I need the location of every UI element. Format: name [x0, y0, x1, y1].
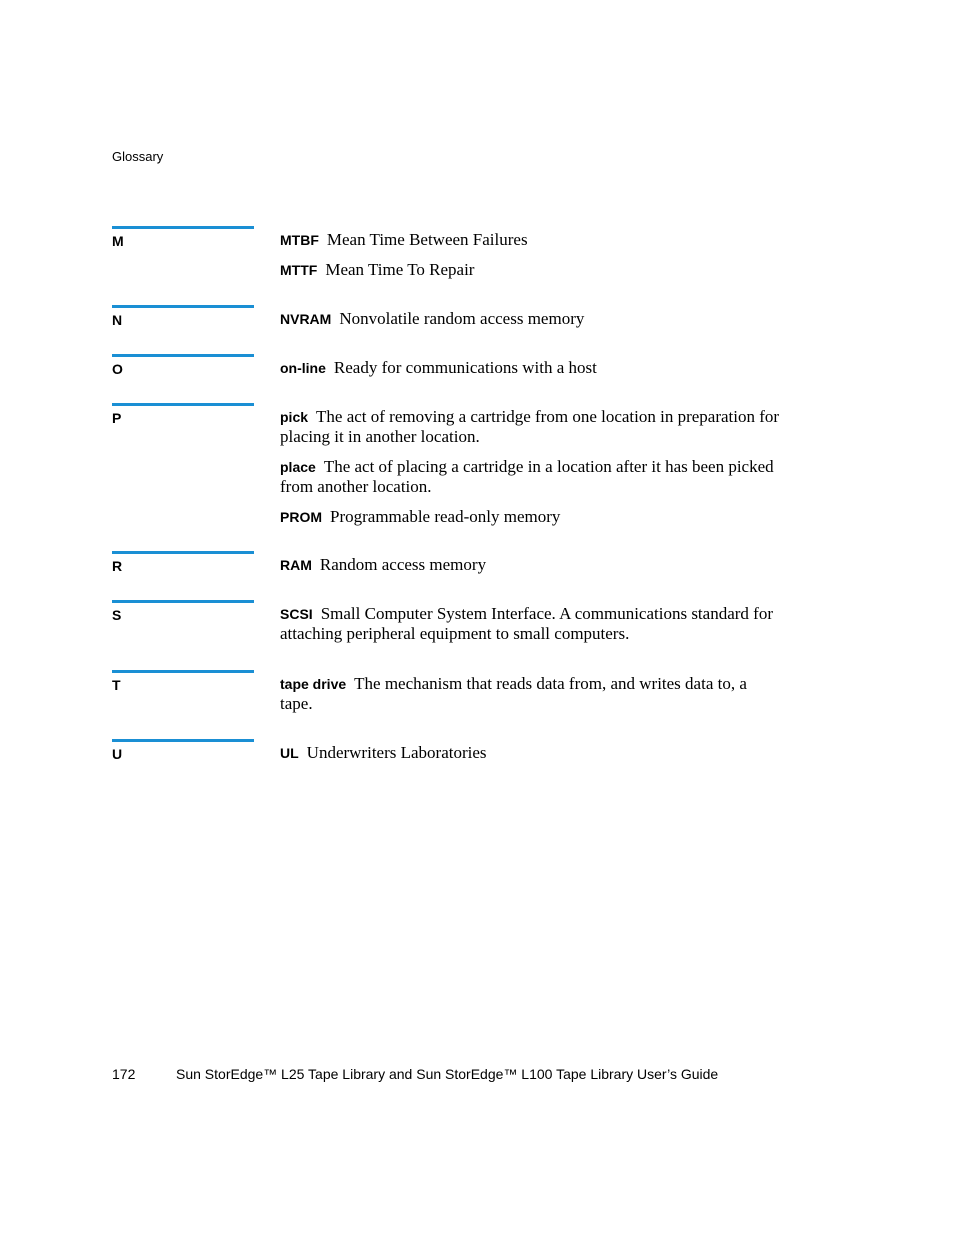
- section-letter: P: [112, 410, 122, 426]
- section-rule: [112, 551, 254, 554]
- glossary-definition: Underwriters Laboratories: [306, 743, 487, 762]
- section-letter: U: [112, 746, 123, 762]
- page-header: Glossary: [112, 149, 164, 164]
- glossary-definition: Mean Time Between Failures: [326, 230, 528, 249]
- section-letter: S: [112, 607, 122, 623]
- section-letter: N: [112, 312, 123, 328]
- section-letter: O: [112, 361, 123, 377]
- glossary-entry: [280, 457, 780, 497]
- glossary-entry: [280, 604, 780, 644]
- glossary-definition: Small Computer System Interface. A communications standard for attaching peripheral equipment to small computers.: [280, 604, 773, 643]
- section-letter: T: [112, 677, 121, 693]
- section-rule: [112, 403, 254, 406]
- glossary-entry: [280, 230, 780, 250]
- glossary-entry: [280, 674, 780, 714]
- glossary-term: SCSI: [280, 606, 313, 622]
- glossary-entry: [280, 507, 780, 527]
- glossary-definition: The act of removing a cartridge from one location in preparation for placing it in another location.: [280, 407, 780, 446]
- glossary-definition: Programmable read-only memory: [330, 507, 561, 526]
- glossary-term: place: [280, 459, 316, 475]
- glossary-term: UL: [280, 745, 299, 761]
- glossary-entry: [280, 260, 780, 280]
- section-rule: [112, 600, 254, 603]
- section-rule: [112, 305, 254, 308]
- section-rule: [112, 354, 254, 357]
- glossary-definition: The mechanism that reads data from, and writes data to, a tape.: [280, 674, 747, 713]
- glossary-term: on-line: [280, 360, 326, 376]
- glossary-entry: [280, 309, 780, 329]
- glossary-definition: The act of placing a cartridge in a location after it has been picked from another location.: [280, 457, 774, 496]
- glossary-term: RAM: [280, 557, 312, 573]
- glossary-entry: [280, 555, 780, 575]
- glossary-term: tape drive: [280, 676, 347, 692]
- glossary-term: PROM: [280, 509, 322, 525]
- glossary-definition: Ready for communications with a host: [333, 358, 597, 377]
- glossary-entry: [280, 743, 780, 763]
- glossary-entry: [280, 407, 780, 447]
- glossary-term: pick: [280, 409, 309, 425]
- glossary-term: MTTF: [280, 262, 318, 278]
- glossary-definition: Nonvolatile random access memory: [339, 309, 585, 328]
- section-letter: M: [112, 233, 124, 249]
- glossary-term: NVRAM: [280, 311, 332, 327]
- glossary-definition: Mean Time To Repair: [325, 260, 475, 279]
- section-letter: R: [112, 558, 123, 574]
- glossary-term: MTBF: [280, 232, 319, 248]
- page-number: 172: [112, 1066, 136, 1082]
- document-title: Sun StorEdge™ L25 Tape Library and Sun StorEdge™ L100 Tape Library User’s Guide: [176, 1066, 719, 1082]
- section-rule: [112, 226, 254, 229]
- section-rule: [112, 670, 254, 673]
- glossary-entry: [280, 358, 780, 378]
- glossary-definition: Random access memory: [319, 555, 487, 574]
- section-rule: [112, 739, 254, 742]
